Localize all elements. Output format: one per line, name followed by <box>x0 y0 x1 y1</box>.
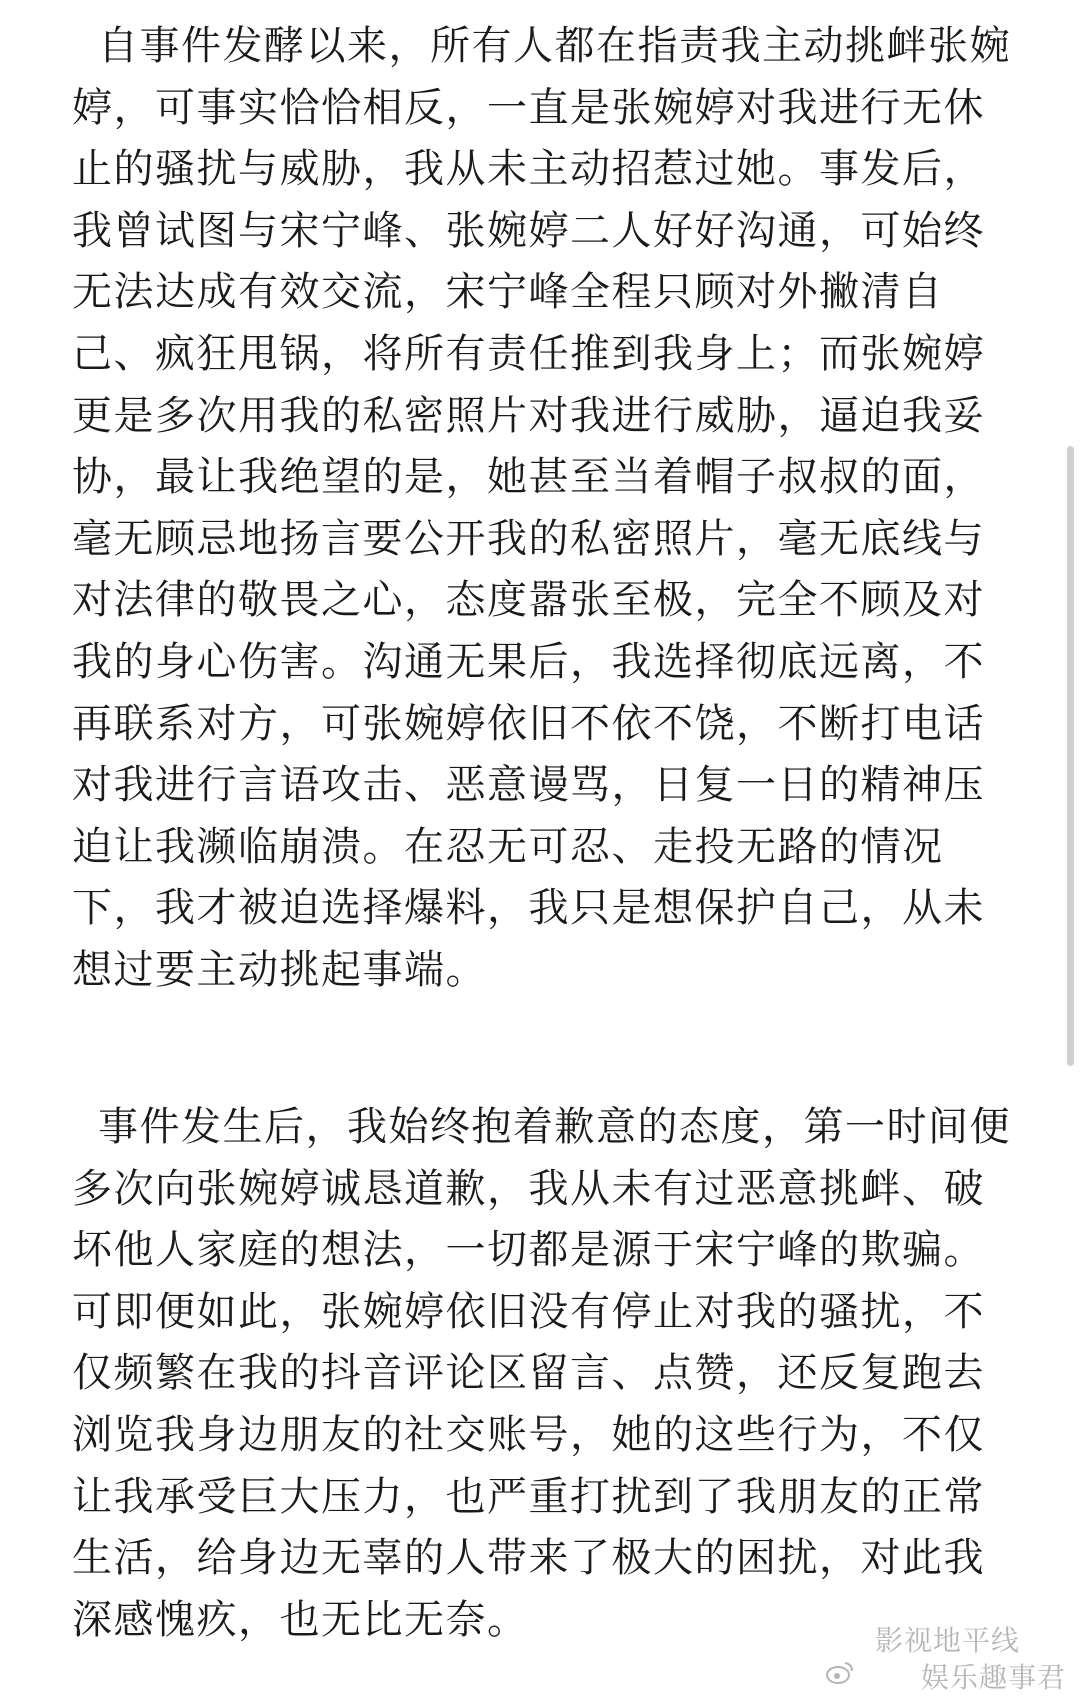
vertical-scrollbar[interactable] <box>1067 446 1074 1066</box>
text-line: 无法达成有效交流，宋宁峰全程只顾对外撇清自 <box>72 269 944 316</box>
text-line: 生活，给身边无辜的人带来了极大的困扰，对此我 <box>72 1535 985 1582</box>
text-line: 仅频繁在我的抖音评论区留言、点赞，还反复跑去 <box>72 1350 985 1397</box>
text-line: 浏览我身边朋友的社交账号，她的这些行为，不仅 <box>72 1411 985 1458</box>
text-line: 婷，可事实恰恰相反，一直是张婉婷对我进行无休 <box>72 84 985 131</box>
text-line: 可即便如此，张婉婷依旧没有停止对我的骚扰，不 <box>72 1288 985 1335</box>
article-paragraph-1 <box>72 16 1012 1002</box>
text-line: 再联系对方，可张婉婷依旧不依不饶，不断打电话 <box>72 700 985 747</box>
text-line: 我的身心伤害。沟通无果后，我选择彻底远离，不 <box>72 638 985 685</box>
text-line: 协，最让我绝望的是，她甚至当着帽子叔叔的面， <box>72 454 985 501</box>
text-line: 坏他人家庭的想法，一切都是源于宋宁峰的欺骗。 <box>72 1227 985 1274</box>
article-paragraph-2 <box>72 1097 1012 1651</box>
watermark-text-2: 娱乐趣事君 <box>920 1661 1066 1694</box>
text-line: 自事件发酵以来，所有人都在指责我主动挑衅张婉 <box>98 23 1011 69</box>
text-line: 迫让我濒临崩溃。在忍无可忍、走投无路的情况 <box>72 823 944 870</box>
text-line: 己、疯狂甩锅，将所有责任推到我身上；而张婉婷 <box>72 330 985 377</box>
watermark-text-1: 影视地平线 <box>874 1624 1020 1657</box>
text-line: 我曾试图与宋宁峰、张婉婷二人好好沟通，可始终 <box>72 207 985 254</box>
weibo-logo-icon <box>825 1660 855 1686</box>
text-line: 对法律的敬畏之心，态度嚣张至极，完全不顾及对 <box>72 577 985 624</box>
text-line: 深感愧疚，也无比无奈。 <box>72 1596 529 1643</box>
text-line: 对我进行言语攻击、恶意谩骂，日复一日的精神压 <box>72 762 985 809</box>
text-line: 让我承受巨大压力，也严重打扰到了我朋友的正常 <box>72 1473 985 1520</box>
text-line: 下，我才被迫选择爆料，我只是想保护自己，从未 <box>72 885 985 932</box>
text-line: 事件发生后，我始终抱着歉意的态度，第一时间便 <box>98 1104 1011 1150</box>
text-line: 多次向张婉婷诚恳道歉，我从未有过恶意挑衅、破 <box>72 1165 985 1212</box>
text-line: 止的骚扰与威胁，我从未主动招惹过她。事发后， <box>72 146 985 193</box>
text-line: 想过要主动挑起事端。 <box>72 946 487 993</box>
text-line: 更是多次用我的私密照片对我进行威胁，逼迫我妥 <box>72 392 985 439</box>
text-line: 毫无顾忌地扬言要公开我的私密照片，毫无底线与 <box>72 515 985 562</box>
